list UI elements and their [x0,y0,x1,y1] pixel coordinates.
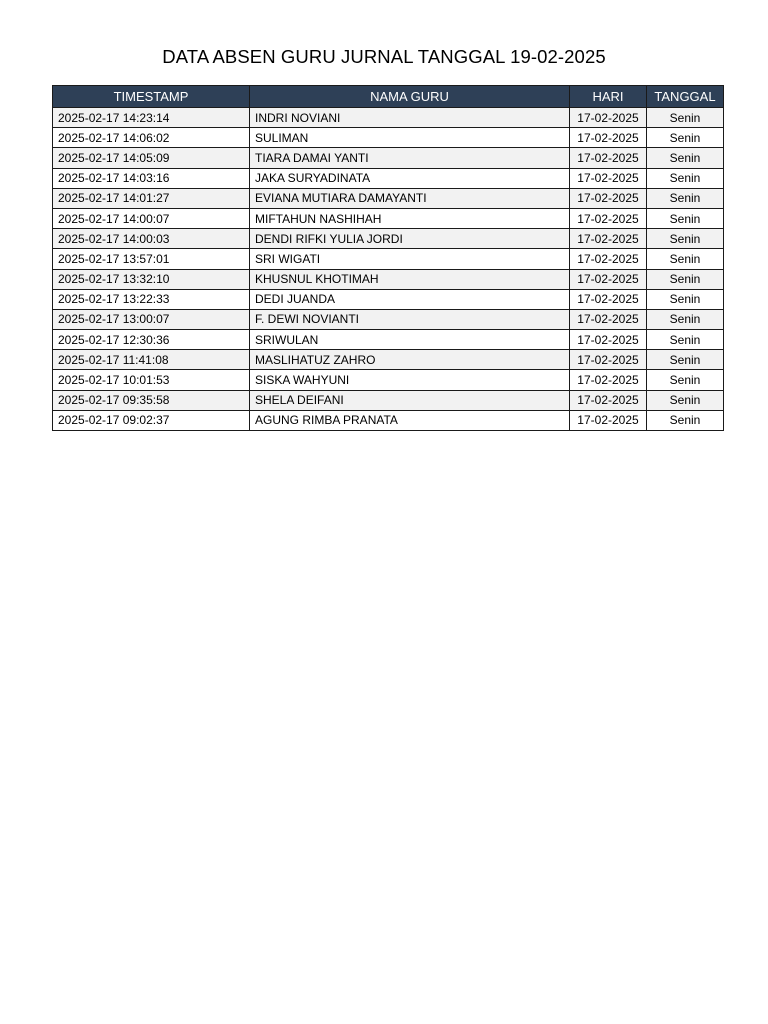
cell-nama-guru: SRI WIGATI [250,249,570,269]
table-row [53,410,724,430]
table-row [53,108,724,128]
cell-tanggal: Senin [647,249,724,269]
cell-hari: 17-02-2025 [570,350,647,370]
cell-nama-guru: MASLIHATUZ ZAHRO [250,350,570,370]
cell-nama-guru: EVIANA MUTIARA DAMAYANTI [250,188,570,208]
table-row [53,370,724,390]
table-row [53,249,724,269]
cell-hari: 17-02-2025 [570,370,647,390]
cell-timestamp: 2025-02-17 13:22:33 [53,289,250,309]
cell-hari: 17-02-2025 [570,188,647,208]
cell-hari: 17-02-2025 [570,390,647,410]
cell-timestamp: 2025-02-17 13:00:07 [53,309,250,329]
table-row [53,390,724,410]
cell-tanggal: Senin [647,229,724,249]
cell-nama-guru: KHUSNUL KHOTIMAH [250,269,570,289]
cell-timestamp: 2025-02-17 11:41:08 [53,350,250,370]
table-row [53,148,724,168]
cell-nama-guru: MIFTAHUN NASHIHAH [250,208,570,228]
cell-nama-guru: DEDI JUANDA [250,289,570,309]
cell-tanggal: Senin [647,350,724,370]
cell-tanggal: Senin [647,128,724,148]
cell-timestamp: 2025-02-17 09:02:37 [53,410,250,430]
cell-hari: 17-02-2025 [570,108,647,128]
cell-tanggal: Senin [647,148,724,168]
table-row [53,350,724,370]
cell-nama-guru: SISKA WAHYUNI [250,370,570,390]
cell-nama-guru: JAKA SURYADINATA [250,168,570,188]
header-timestamp: TIMESTAMP [53,86,250,108]
header-row [53,86,724,108]
table-row [53,330,724,350]
cell-hari: 17-02-2025 [570,148,647,168]
cell-timestamp: 2025-02-17 13:57:01 [53,249,250,269]
cell-hari: 17-02-2025 [570,208,647,228]
cell-hari: 17-02-2025 [570,269,647,289]
cell-hari: 17-02-2025 [570,289,647,309]
cell-timestamp: 2025-02-17 09:35:58 [53,390,250,410]
cell-timestamp: 2025-02-17 14:00:07 [53,208,250,228]
table-header [53,86,724,108]
cell-tanggal: Senin [647,289,724,309]
header-tanggal: TANGGAL [647,86,724,108]
table-row [53,309,724,329]
cell-timestamp: 2025-02-17 14:00:03 [53,229,250,249]
cell-timestamp: 2025-02-17 14:01:27 [53,188,250,208]
cell-hari: 17-02-2025 [570,330,647,350]
cell-tanggal: Senin [647,108,724,128]
cell-nama-guru: SRIWULAN [250,330,570,350]
attendance-table [52,85,724,431]
cell-timestamp: 2025-02-17 10:01:53 [53,370,250,390]
header-hari: HARI [570,86,647,108]
cell-hari: 17-02-2025 [570,128,647,148]
table-row [53,128,724,148]
cell-timestamp: 2025-02-17 14:06:02 [53,128,250,148]
cell-tanggal: Senin [647,309,724,329]
cell-tanggal: Senin [647,188,724,208]
cell-tanggal: Senin [647,208,724,228]
cell-nama-guru: DENDI RIFKI YULIA JORDI [250,229,570,249]
table-row [53,289,724,309]
cell-nama-guru: AGUNG RIMBA PRANATA [250,410,570,430]
cell-hari: 17-02-2025 [570,309,647,329]
table-row [53,208,724,228]
table-row [53,229,724,249]
cell-timestamp: 2025-02-17 14:03:16 [53,168,250,188]
cell-nama-guru: SULIMAN [250,128,570,148]
cell-timestamp: 2025-02-17 14:23:14 [53,108,250,128]
cell-tanggal: Senin [647,330,724,350]
cell-timestamp: 2025-02-17 14:05:09 [53,148,250,168]
document-title: DATA ABSEN GURU JURNAL TANGGAL 19-02-2025 [162,46,606,67]
table-row [53,269,724,289]
cell-tanggal: Senin [647,168,724,188]
cell-tanggal: Senin [647,410,724,430]
cell-tanggal: Senin [647,269,724,289]
cell-nama-guru: F. DEWI NOVIANTI [250,309,570,329]
cell-nama-guru: INDRI NOVIANI [250,108,570,128]
cell-tanggal: Senin [647,390,724,410]
table-row [53,188,724,208]
cell-hari: 17-02-2025 [570,249,647,269]
table-body [53,108,724,431]
header-nama-guru: NAMA GURU [250,86,570,108]
cell-timestamp: 2025-02-17 12:30:36 [53,330,250,350]
cell-timestamp: 2025-02-17 13:32:10 [53,269,250,289]
table-row [53,168,724,188]
cell-hari: 17-02-2025 [570,229,647,249]
cell-nama-guru: TIARA DAMAI YANTI [250,148,570,168]
cell-nama-guru: SHELA DEIFANI [250,390,570,410]
cell-hari: 17-02-2025 [570,410,647,430]
cell-hari: 17-02-2025 [570,168,647,188]
cell-tanggal: Senin [647,370,724,390]
